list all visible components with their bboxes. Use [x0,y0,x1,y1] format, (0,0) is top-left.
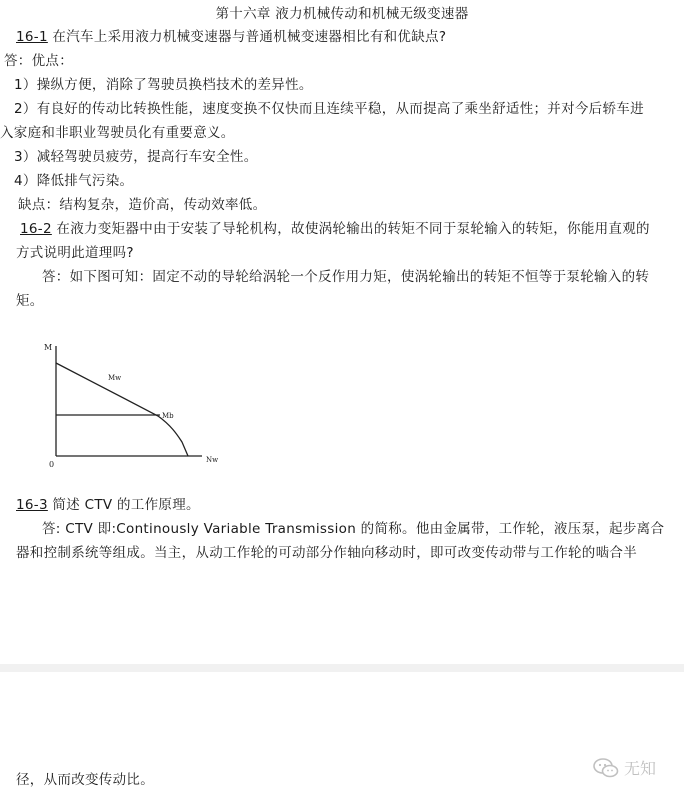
x-axis-label: Nw [206,456,219,464]
question-text: 在汽车上采用液力机械变速器与普通机械变速器相比有和优缺点? [47,29,447,45]
question-number: 16-2 [20,221,52,237]
answer-16-2-continued: 矩。 [16,293,44,309]
wechat-icon [592,757,620,779]
question-16-2-continued: 方式说明此道理吗? [16,245,134,261]
question-16-3 [16,493,684,517]
watermark-text: 无知 [624,759,657,778]
question-number: 16-1 [16,29,48,45]
question-16-2 [20,217,684,241]
origin-label: 0 [49,460,55,469]
disadvantages: 缺点：结构复杂，造价高，传动效率低。 [18,197,267,213]
question-number: 16-3 [16,497,48,513]
turbine-curve-label: Mw [108,374,122,382]
pump-line-label: Mb [162,412,174,420]
watermark [592,756,656,779]
answer-16-3: 答: CTV 即:Continously Variable Transmission 的简称。他由金属带，工作轮，液压泵，起步离合 [42,521,665,537]
answer-16-2: 答：如下图可知：固定不动的导轮给涡轮一个反作用力矩，使涡轮输出的转矩不恒等于泵轮输入的转 [42,269,650,285]
advantage-4: 4）降低排气污染。 [14,173,134,189]
answer-16-3-continued: 器和控制系统等组成。当主，从动工作轮的可动部分作轴向移动时，即可改变传动带与工作轮的啮合半 [16,545,637,561]
answer-intro: 答：优点： [4,53,73,69]
y-axis-label: M [44,343,53,352]
answer-16-3-final-line: 径，从而改变传动比。 [16,772,154,788]
question-text: 在液力变矩器中由于安装了导轮机构，故使涡轮输出的转矩不同于泵轮输入的转矩，你能用直观的 [51,221,650,237]
advantage-2-continued: 入家庭和非职业驾驶员化有重要意义。 [0,125,235,141]
chapter-title: 第十六章 液力机械传动和机械无级变速器 [215,6,469,22]
advantage-3: 3）减轻驾驶员疲劳，提高行车安全性。 [14,149,258,165]
advantage-2: 2）有良好的传动比转换性能，速度变换不仅快而且连续平稳，从而提高了乘坐舒适性；并对今后轿车进 [14,101,644,117]
advantage-1: 1）操纵方便，消除了驾驶员换档技术的差异性。 [14,77,313,93]
turbine-torque-curve [56,363,188,456]
question-text: 简述 CTV 的工作原理。 [47,497,200,513]
torque-characteristic-figure [40,336,230,472]
page-divider [0,664,684,672]
question-16-1 [16,25,684,49]
